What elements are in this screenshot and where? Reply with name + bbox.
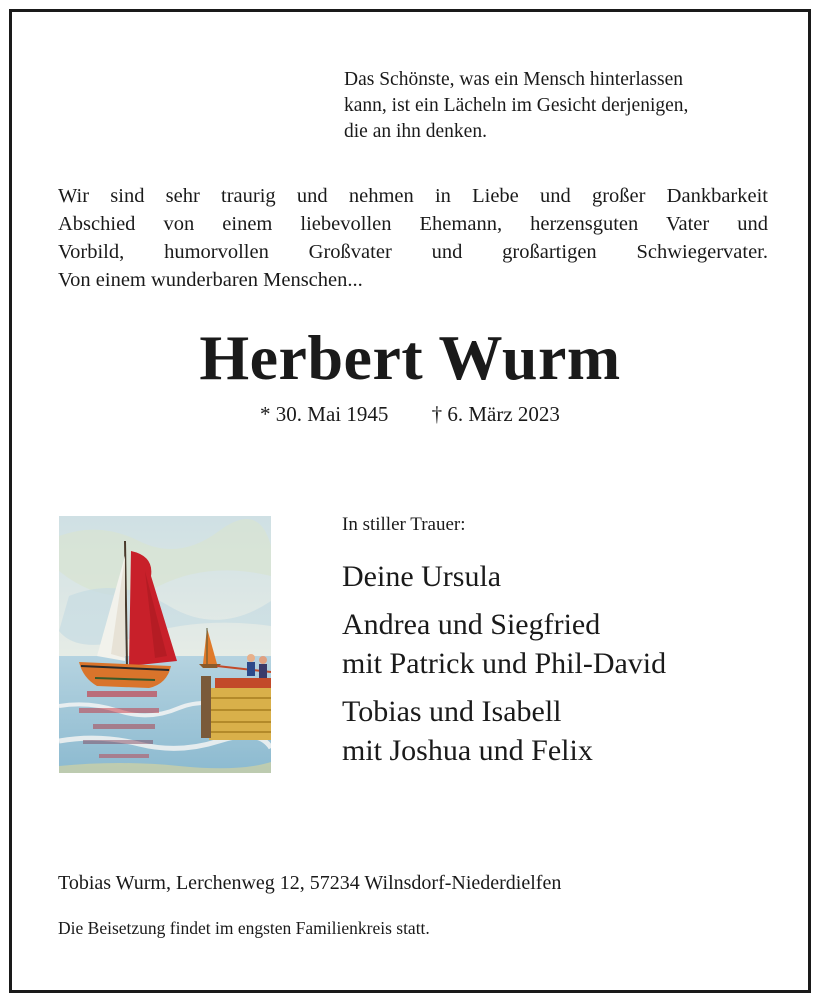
sailboat-painting	[59, 516, 271, 773]
mourner-line: Tobias und Isabell	[342, 695, 562, 728]
mourners-list	[342, 557, 782, 779]
mourner-group	[342, 557, 782, 596]
intro-line: Abschied von einem liebevollen Ehemann, herzensguten Vater und	[58, 213, 768, 235]
intro-paragraph	[58, 182, 768, 294]
intro-line: Von einem wunderbaren Menschen...	[58, 269, 363, 291]
deceased-name: Herbert Wurm	[199, 322, 621, 393]
quote-line: kann, ist ein Lächeln im Gesicht derjenigen,	[344, 95, 689, 116]
mourner-line: mit Patrick und Phil-David	[342, 647, 667, 680]
mourning-label: In stiller Trauer:	[342, 514, 466, 535]
death-date: † 6. März 2023	[431, 402, 560, 426]
burial-notice: Die Beisetzung findet im engsten Familienkreis statt.	[58, 918, 430, 938]
intro-line: Vorbild, humorvollen Großvater und großartigen Schwiegervater.	[58, 241, 768, 263]
birth-date: * 30. Mai 1945	[260, 402, 389, 426]
mourner-line: mit Joshua und Felix	[342, 734, 593, 767]
memorial-quote	[344, 67, 784, 145]
mourner-group	[342, 605, 782, 683]
quote-line: Das Schönste, was ein Mensch hinterlassen	[344, 69, 684, 90]
mourner-line: Deine Ursula	[342, 560, 502, 593]
sailboat-painting-image	[59, 516, 271, 773]
obituary-frame	[9, 9, 811, 993]
mourner-line: Andrea und Siegfried	[342, 608, 601, 641]
quote-line: die an ihn denken.	[344, 121, 487, 142]
mourner-group	[342, 692, 782, 770]
life-dates	[12, 400, 808, 428]
intro-line: Wir sind sehr traurig und nehmen in Liebe und großer Dankbarkeit	[58, 185, 768, 207]
contact-address: Tobias Wurm, Lerchenweg 12, 57234 Wilnsdorf-Niederdielfen	[58, 872, 562, 894]
